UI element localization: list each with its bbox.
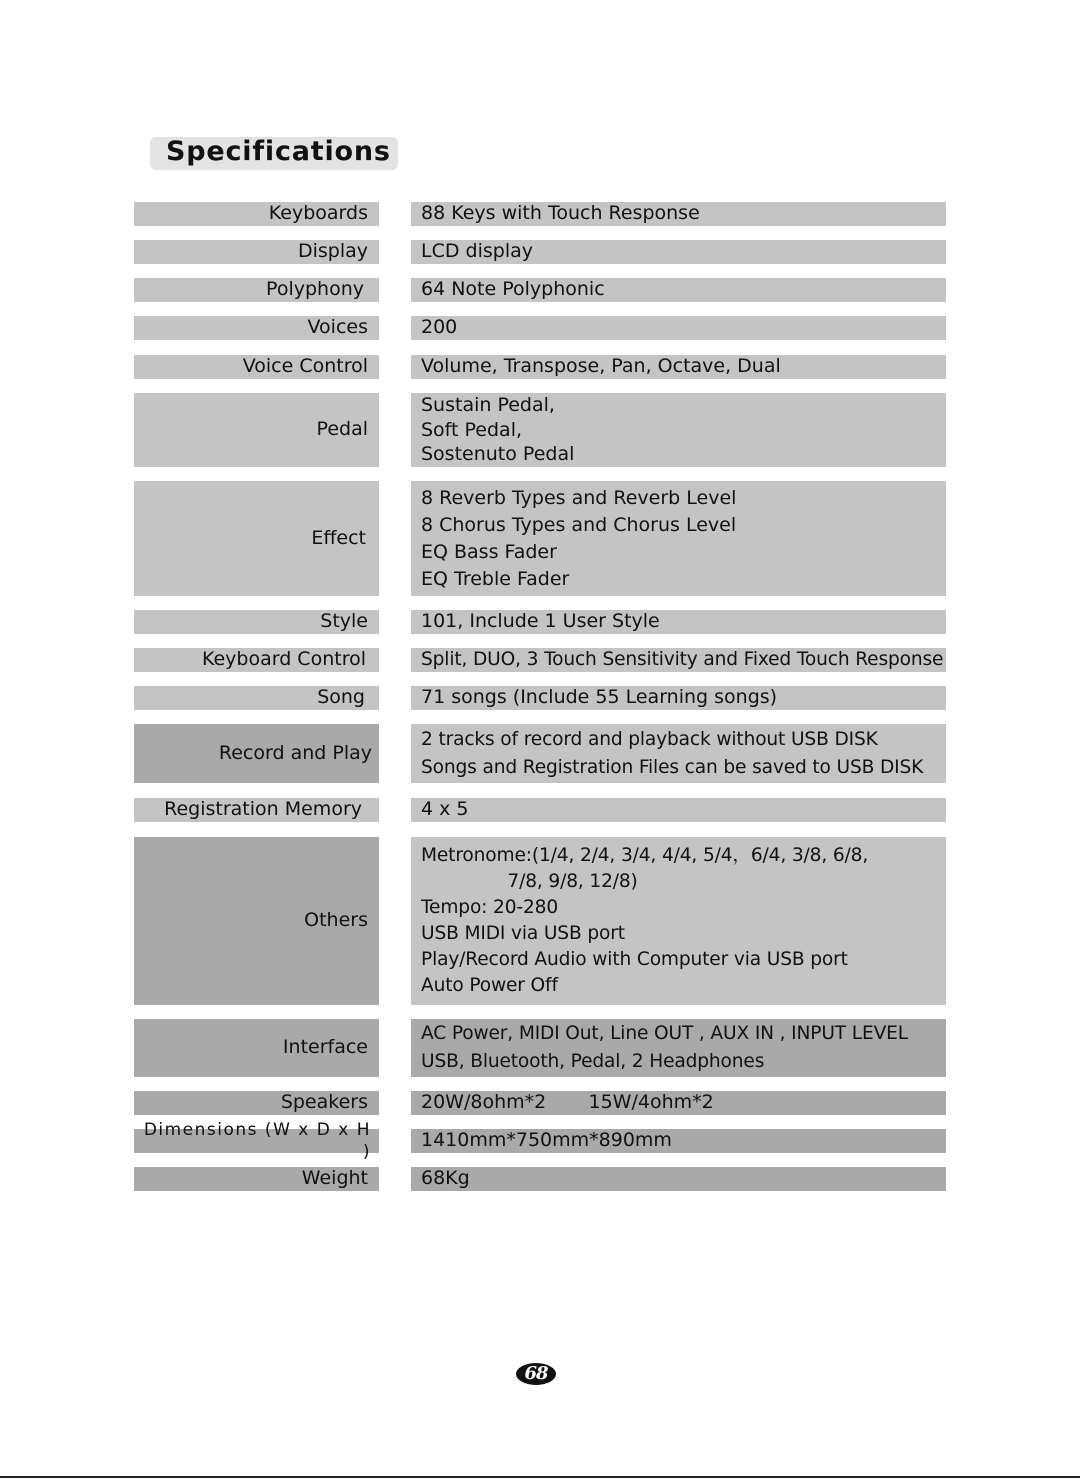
spec-value-record-and-play: 2 tracks of record and playback without USB DISK Songs and Registration Files can be saved to USB DISK [411, 724, 946, 783]
spec-label-interface: Interface [134, 1019, 379, 1077]
spec-label-display: Display [134, 240, 379, 264]
spec-value-effect: 8 Reverb Types and Reverb Level 8 Chorus Types and Chorus Level EQ Bass Fader EQ Treble Fader [411, 481, 946, 596]
spec-label-polyphony: Polyphony [134, 278, 379, 302]
spec-label-speakers: Speakers [134, 1091, 379, 1115]
spec-value-registration-memory: 4 x 5 [411, 798, 946, 822]
spec-label-record-and-play: Record and Play [134, 724, 379, 783]
spec-value-song: 71 songs (Include 55 Learning songs) [411, 686, 946, 710]
spec-value-keyboards: 88 Keys with Touch Response [411, 202, 946, 226]
spec-value-polyphony: 64 Note Polyphonic [411, 278, 946, 302]
spec-label-dimensions: Dimensions (W x D x H ) [134, 1129, 379, 1153]
page-title: Specifications [166, 136, 391, 167]
spec-label-registration-memory: Registration Memory [134, 798, 379, 822]
spec-value-keyboard-control: Split, DUO, 3 Touch Sensitivity and Fixed Touch Response [411, 648, 946, 672]
spec-value-voice-control: Volume, Transpose, Pan, Octave, Dual [411, 355, 946, 379]
bottom-rule [0, 1476, 1080, 1478]
spec-label-voice-control: Voice Control [134, 355, 379, 379]
spec-value-speakers: 20W/8ohm*2 15W/4ohm*2 [411, 1091, 946, 1115]
spec-value-dimensions: 1410mm*750mm*890mm [411, 1129, 946, 1153]
title-box [150, 137, 398, 170]
spec-label-voices: Voices [134, 316, 379, 340]
spec-label-pedal: Pedal [134, 393, 379, 467]
spec-value-style: 101, Include 1 User Style [411, 610, 946, 634]
page-number: 68 [516, 1363, 556, 1385]
spec-label-keyboards: Keyboards [134, 202, 379, 226]
spec-value-interface: AC Power, MIDI Out, Line OUT , AUX IN , INPUT LEVEL USB, Bluetooth, Pedal, 2 Headphones [411, 1019, 946, 1077]
spec-value-display: LCD display [411, 240, 946, 264]
spec-label-keyboard-control: Keyboard Control [134, 648, 379, 672]
spec-value-pedal: Sustain Pedal, Soft Pedal, Sostenuto Pedal [411, 393, 946, 467]
spec-label-weight: Weight [134, 1167, 379, 1191]
spec-label-song: Song [134, 686, 379, 710]
spec-value-voices: 200 [411, 316, 946, 340]
spec-value-weight: 68Kg [411, 1167, 946, 1191]
spec-label-style: Style [134, 610, 379, 634]
spec-label-effect: Effect [134, 481, 379, 596]
spec-value-others: Metronome:(1/4, 2/4, 3/4, 4/4, 5/4，6/4, 3/8, 6/8, 7/8, 9/8, 12/8) Tempo: 20-280 USB MIDI via USB port Play/Record Audio with Computer via USB port Auto Power Off [411, 837, 946, 1005]
spec-label-others: Others [134, 837, 379, 1005]
